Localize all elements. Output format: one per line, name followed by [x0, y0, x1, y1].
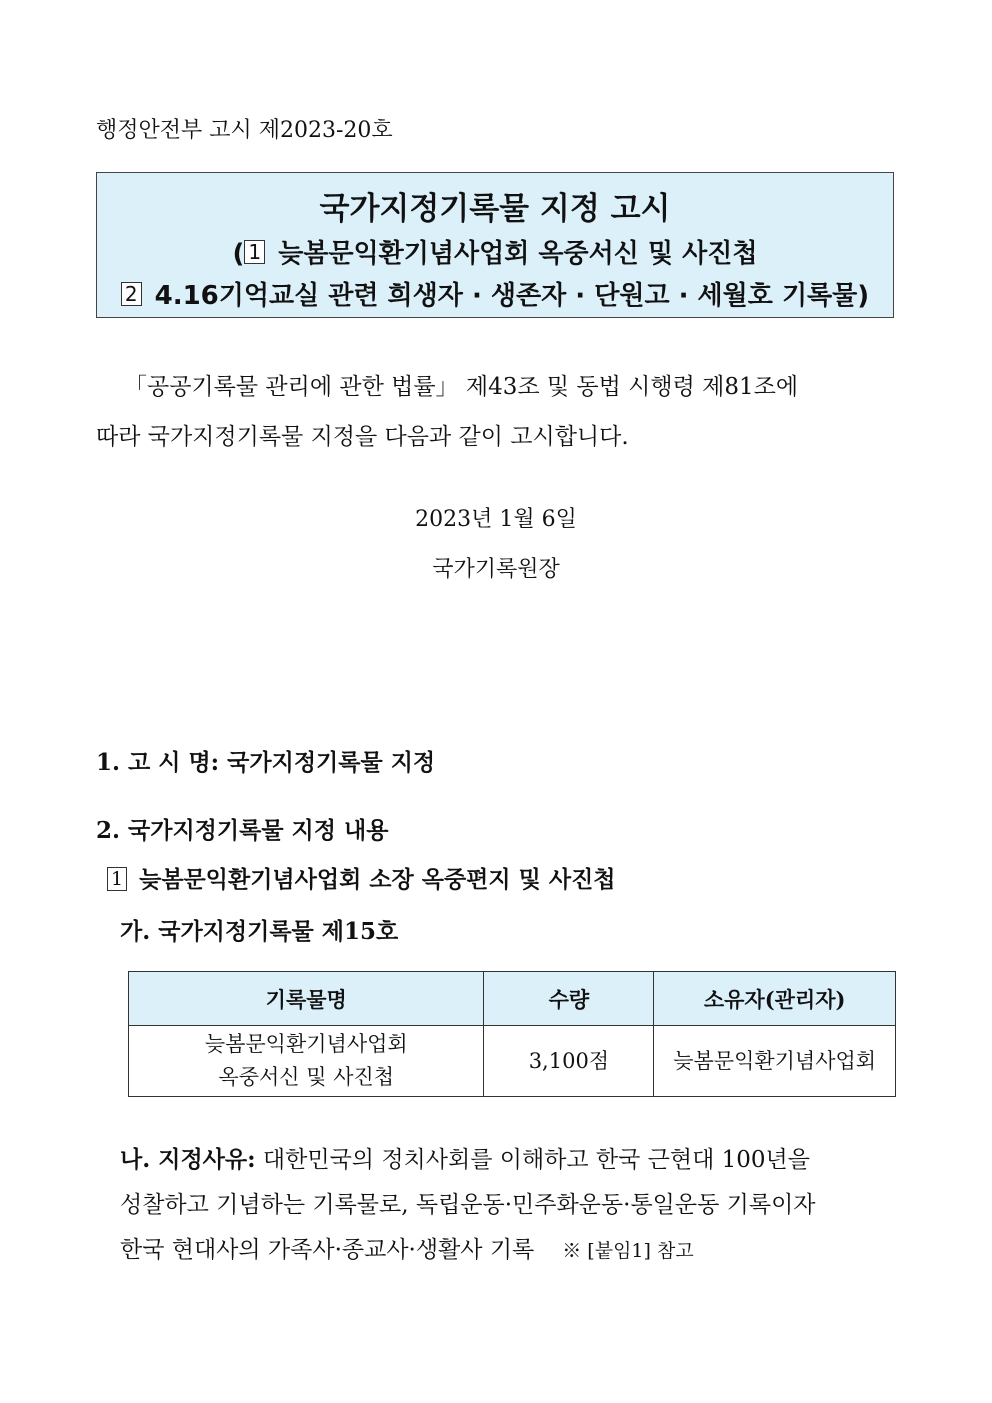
reason-label: 나. 지정사유:	[120, 1146, 256, 1173]
title-subtitle-1	[97, 233, 893, 270]
notice-date: 2023년 1월 6일	[415, 507, 577, 532]
number-box-2: 2	[121, 282, 142, 306]
section-2-item-1-text: 늦봄문익환기념사업회 소장 옥중편지 및 사진첩	[139, 866, 616, 893]
cell-quantity: 3,100점	[484, 1026, 654, 1097]
reason-line-3	[120, 1228, 896, 1274]
open-paren: (	[232, 239, 245, 269]
records-table	[128, 971, 896, 1097]
cell-record-name	[129, 1026, 484, 1097]
designation-reason	[120, 1137, 896, 1274]
header-record-name: 기록물명	[129, 972, 484, 1026]
number-box-1: 1	[244, 240, 265, 264]
header-quantity: 수량	[484, 972, 654, 1026]
reason-text-3: 한국 현대사의 가족사·종교사·생활사 기록	[120, 1237, 535, 1263]
issuer: 국가기록원장	[432, 557, 560, 582]
section-2-heading: 2. 국가지정기록물 지정 내용	[96, 817, 389, 844]
table-header-row	[129, 972, 896, 1026]
reason-line-1	[120, 1137, 896, 1183]
title-item-2: 4.16기억교실 관련 희생자 · 생존자 · 단원고 · 세월호 기록물)	[154, 281, 870, 311]
subsection-ga: 가. 국가지정기록물 제15호	[120, 918, 399, 945]
section-2-item-1	[107, 861, 616, 894]
intro-line-2: 따라 국가지정기록물 지정을 다음과 같이 고시합니다.	[96, 424, 629, 450]
cell-owner: 늦봄문익환기념사업회	[654, 1026, 896, 1097]
record-name-line-1: 늦봄문익환기념사업회	[204, 1032, 408, 1056]
title-main: 국가지정기록물 지정 고시	[319, 191, 671, 227]
number-box-item-1: 1	[107, 867, 127, 891]
title-subtitle-2	[97, 275, 893, 312]
record-name-line-2: 옥중서신 및 사진첩	[218, 1065, 395, 1089]
title-box	[96, 172, 894, 318]
section-1-heading: 1. 고 시 명: 국가지정기록물 지정	[96, 749, 436, 776]
table-row	[129, 1026, 896, 1097]
reason-line-2: 성찰하고 기념하는 기록물로, 독립운동·민주화운동·통일운동 기록이자	[120, 1192, 816, 1218]
reason-reference: ※ [붙임1] 참고	[562, 1240, 694, 1262]
intro-paragraph	[96, 362, 896, 462]
notice-number: 행정안전부 고시 제2023-20호	[96, 118, 393, 143]
reason-text-1: 대한민국의 정치사회를 이해하고 한국 근현대 100년을	[262, 1147, 810, 1173]
title-item-1: 늦봄문익환기념사업회 옥중서신 및 사진첩	[278, 239, 758, 269]
intro-line-1: 「공공기록물 관리에 관한 법률」 제43조 및 동법 시행령 제81조에	[124, 374, 799, 400]
header-owner: 소유자(관리자)	[654, 972, 896, 1026]
